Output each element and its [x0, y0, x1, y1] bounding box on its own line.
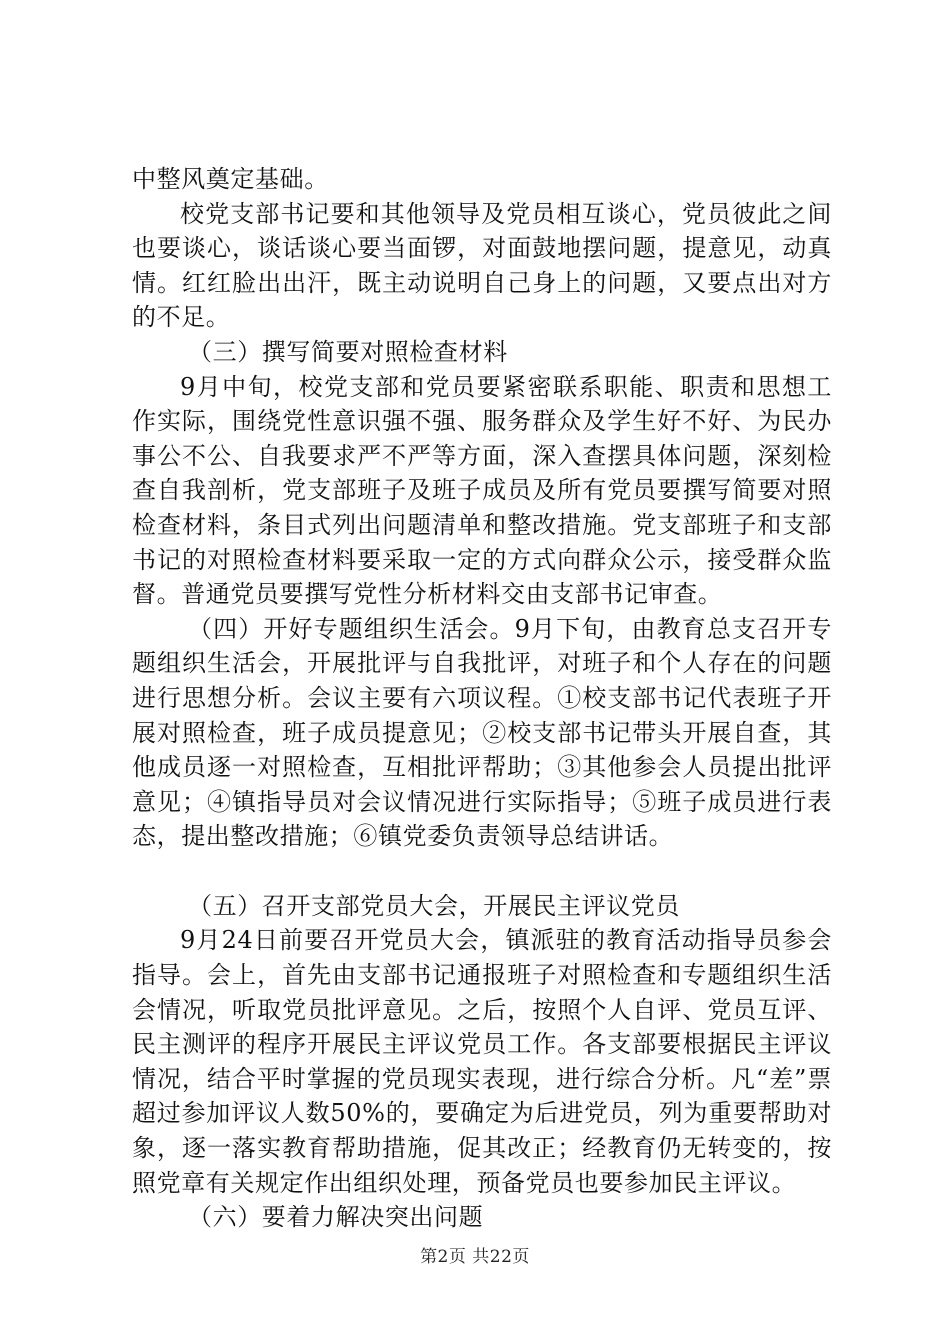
- page-footer: 第2页 共22页: [420, 1247, 530, 1267]
- document-body: [132, 162, 832, 1235]
- paragraph-heart-to-heart-talks: 校党支部书记要和其他领导及党员相互谈心，党员彼此之间也要谈心，谈话谈心要当面锣，对面鼓地摆问题，提意见，动真情。红红脸出出汗，既主动说明自己身上的问题，又要点出对方的不足。: [132, 199, 832, 332]
- section-heading-5: （五）召开支部党员大会，开展民主评议党员: [188, 891, 680, 920]
- paragraph-organizational-life-meeting: （四）开好专题组织生活会。9月下旬，由教育总支召开专题组织生活会，开展批评与自我批评，对班子和个人存在的问题进行思想分析。会议主要有六项议程。①校支部书记代表班子开展对照检查，班子成员提意见；②校支部书记带头开展自查，其他成员逐一对照检查，互相批评帮助；③其他参会人员提出批评意见；④镇指导员对会议情况进行实际指导；⑤班子成员进行表态，提出整改措施；⑥镇党委负责领导总结讲话。: [132, 614, 832, 851]
- section-heading-3: （三）撰写简要对照检查材料: [188, 337, 508, 366]
- paragraph-self-check-materials: 9月中旬，校党支部和党员要紧密联系职能、职责和思想工作实际，围绕党性意识强不强、服务群众及学生好不好、为民办事公不公、自我要求严不严等方面，深入查摆具体问题，深刻检查自我剖析，党支部班子及班子成员及所有党员要撰写简要对照检查材料，条目式列出问题清单和整改措施。党支部班子和支部书记的对照检查材料要采取一定的方式向群众公示，接受群众监督。普通党员要撰写党性分析材料交由支部书记审查。: [132, 372, 832, 609]
- paragraph-democratic-evaluation: 9月24日前要召开党员大会，镇派驻的教育活动指导员参会指导。会上，首先由支部书记通报班子对照检查和专题组织生活会情况，听取党员批评意见。之后，按照个人自评、党员互评、民主测评的程序开展民主评议党员工作。各支部要根据民主评议情况，结合平时掌握的党员现实表现，进行综合分析。凡“差”票超过参加评议人数50%的，要确定为后进党员，列为重要帮助对象，逐一落实教育帮助措施，促其改正；经教育仍无转变的，按照党章有关规定作出组织处理，预备党员也要参加民主评议。: [132, 926, 832, 1197]
- paragraph-continuation: 中整风奠定基础。: [132, 165, 329, 193]
- section-heading-6: （六）要着力解决突出问题: [188, 1203, 484, 1232]
